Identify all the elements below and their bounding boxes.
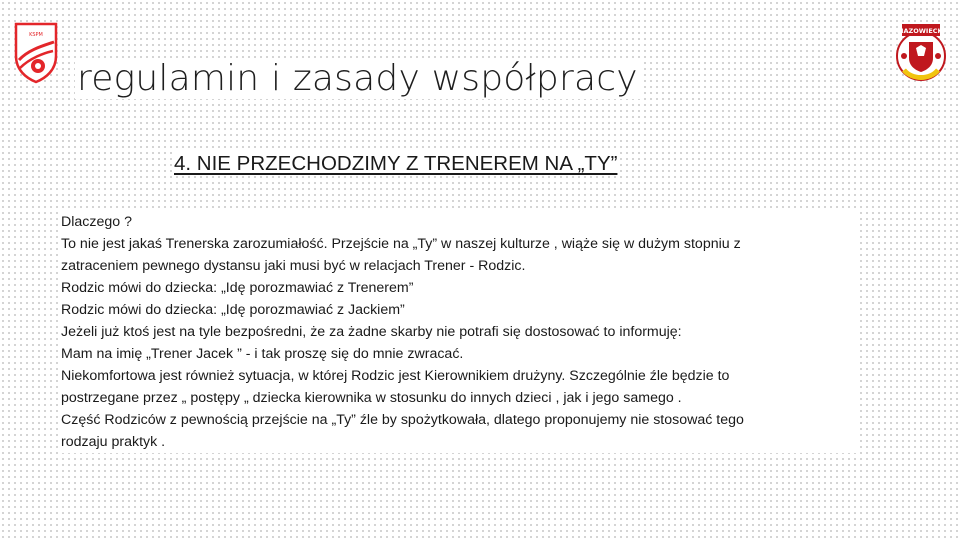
body-line: Rodzic mówi do dziecka: „Idę porozmawiać z Jackiem” <box>61 302 405 318</box>
club-logo <box>10 20 62 84</box>
body-line: zatraceniem pewnego dystansu jaki musi być w relacjach Trener - Rodzic. <box>61 258 526 274</box>
club-logo-text: KSPM <box>29 32 43 38</box>
page-title: regulamin i zasady współpracy <box>77 58 638 99</box>
body-line: To nie jest jakaś Trenerska zarozumiałość. Przejście na „Ty” w naszej kulturze , wiąże się w dużym stopniu z <box>61 236 741 252</box>
body-line: postrzegane przez „ postępy „ dziecka kierownika w stosunku do innych dzieci , jak i jego samego . <box>61 390 682 406</box>
regional-logo <box>890 20 952 84</box>
body-line: Część Rodziców z pewnością przejście na „Ty” źle by spożytkowała, dlatego proponujemy nie stosować tego <box>61 412 744 428</box>
section-heading: 4. NIE PRZECHODZIMY Z TRENEREM NA „TY” <box>174 152 618 175</box>
mazowiecki-crest-logo-icon <box>890 20 952 84</box>
body-line: Jeżeli już ktoś jest na tyle bezpośredni, że za żadne skarby nie potrafi się dostosować to informuję: <box>61 324 682 340</box>
body-line: Niekomfortowa jest również sytuacja, w której Rodzic jest Kierownikiem drużyny. Szczególnie źle będzie to <box>61 368 730 384</box>
body-line: Dlaczego ? <box>61 214 132 230</box>
body-text <box>61 211 857 453</box>
body-line: Mam na imię „Trener Jacek ” - i tak proszę się do mnie zwracać. <box>61 346 464 362</box>
club-shield-logo-icon <box>10 20 62 84</box>
regional-logo-text: MAZOWIECKI <box>897 27 945 35</box>
body-line: rodzaju praktyk . <box>61 434 166 450</box>
body-line: Rodzic mówi do dziecka: „Idę porozmawiać z Trenerem” <box>61 280 414 296</box>
